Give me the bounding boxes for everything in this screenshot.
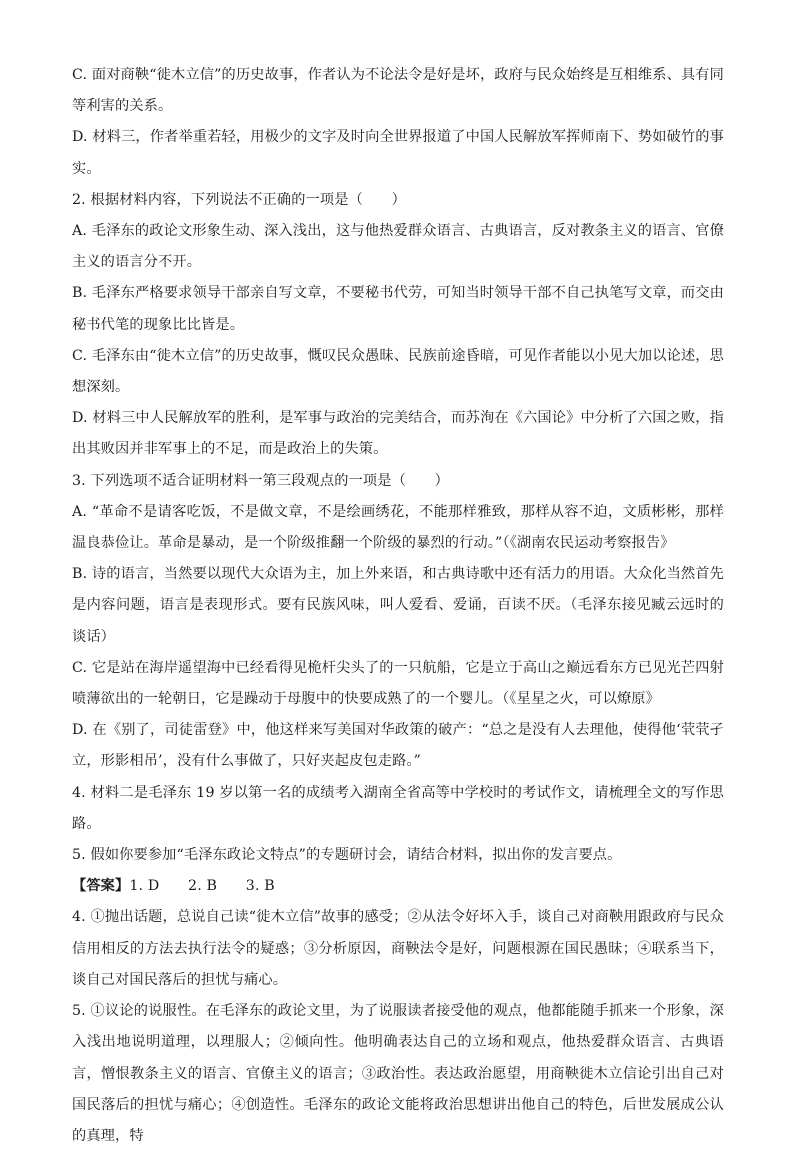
answer-label: 【答案】	[72, 878, 130, 895]
answer-choices: 1. D 2. B 3. B	[129, 878, 275, 895]
option-a-q2: A. 毛泽东的政论文形象生动、深入浅出，这与他热爱群众语言、古典语言，反对教条主义的语言、官僚主义的语言分不开。	[72, 223, 724, 271]
answer-line	[72, 871, 724, 902]
option-d-q2: D. 材料三中人民解放军的胜利，是军事与政治的完美结合，而苏洵在《六国论》中分析了六国之败，指出其败因并非军事上的不足，而是政治上的失策。	[72, 410, 724, 458]
option-c-q2: C. 毛泽东由“徙木立信”的历史故事，慨叹民众愚昧、民族前途昏暗，可见作者能以小见大加以论述，思想深刻。	[72, 347, 724, 396]
question-5: 5. 假如你要参加“毛泽东政论文特点”的专题研讨会，请结合材料，拟出你的发言要点。	[72, 847, 622, 864]
option-c-q1: C. 面对商鞅“徙木立信”的历史故事，作者认为不论法令是好是坏，政府与民众始终是互相维系、具有同等利害的关系。	[72, 67, 724, 115]
document-page	[72, 60, 724, 1152]
question-4: 4. 材料二是毛泽东 19 岁以第一名的成绩考入湖南全省高等中学校时的考试作文，请梳理全文的写作思路。	[72, 784, 724, 832]
option-b-q3: B. 诗的语言，当然要以现代大众语为主，加上外来语，和古典诗歌中还有活力的用语。大众化当然首先是内容问题，语言是表现形式。要有民族风味，叫人爱看、爱诵，百读不厌。（毛泽东接见臧云远时的谈话）	[72, 566, 724, 645]
question-2: 2. 根据材料内容，下列说法不正确的一项是（ ）	[72, 191, 406, 208]
option-b-q2: B. 毛泽东严格要求领导干部亲自写文章，不要秘书代劳，可知当时领导干部不自己执笔写文章，而交由秘书代笔的现象比比皆是。	[72, 285, 724, 333]
option-d-q1: D. 材料三，作者举重若轻，用极少的文字及时向全世界报道了中国人民解放军挥师南下、势如破竹的事实。	[72, 129, 724, 177]
option-c-q3: C. 它是站在海岸遥望海中已经看得见桅杆尖头了的一只航船，它是立于高山之巅远看东方已见光芒四射喷薄欲出的一轮朝日，它是躁动于母腹中的快要成熟了的一个婴儿。（《星星之火，可以燎原》	[72, 659, 724, 708]
option-d-q3: D. 在《别了，司徒雷登》中，他这样来写美国对华政策的破产：“总之是没有人去理他，使得他‘茕茕孑立，形影相吊’，没有什么事做了，只好夹起皮包走路。”	[72, 722, 724, 770]
option-a-q3: A. “革命不是请客吃饭，不是做文章，不是绘画绣花，不能那样雅致，那样从容不迫，文质彬彬，那样温良恭俭让。革命是暴动，是一个阶级推翻一个阶级的暴烈的行动。”（《湖南农民运动考察报告》	[72, 503, 724, 552]
answer-5: 5. ①议论的说服性。在毛泽东的政论文里，为了说服读者接受他的观点，他都能随手抓来一个形象，深入浅出地说明道理，以理服人；②倾向性。他明确表达自己的立场和观点，他热爱群众语言、古典语言，憎恨教条主义的语言、官僚主义的语言；③政治性。表达政治愿望，用商鞅徙木立信论引出自己对国民落后的担忧与痛心；④创造性。毛泽东的政论文能将政治思想讲出他自己的特色，后世发展成公认的真理，特	[72, 1003, 724, 1144]
question-3: 3. 下列选项不适合证明材料一第三段观点的一项是（ ）	[72, 472, 449, 489]
answer-4: 4. ①抛出话题，总说自己读“徙木立信”故事的感受；②从法令好坏入手，谈自己对商鞅用跟政府与民众信用相反的方法去执行法令的疑惑；③分析原因，商鞅法令是好，问题根源在国民愚昧；④联系当下，谈自己对国民落后的担忧与痛心。	[72, 909, 724, 988]
